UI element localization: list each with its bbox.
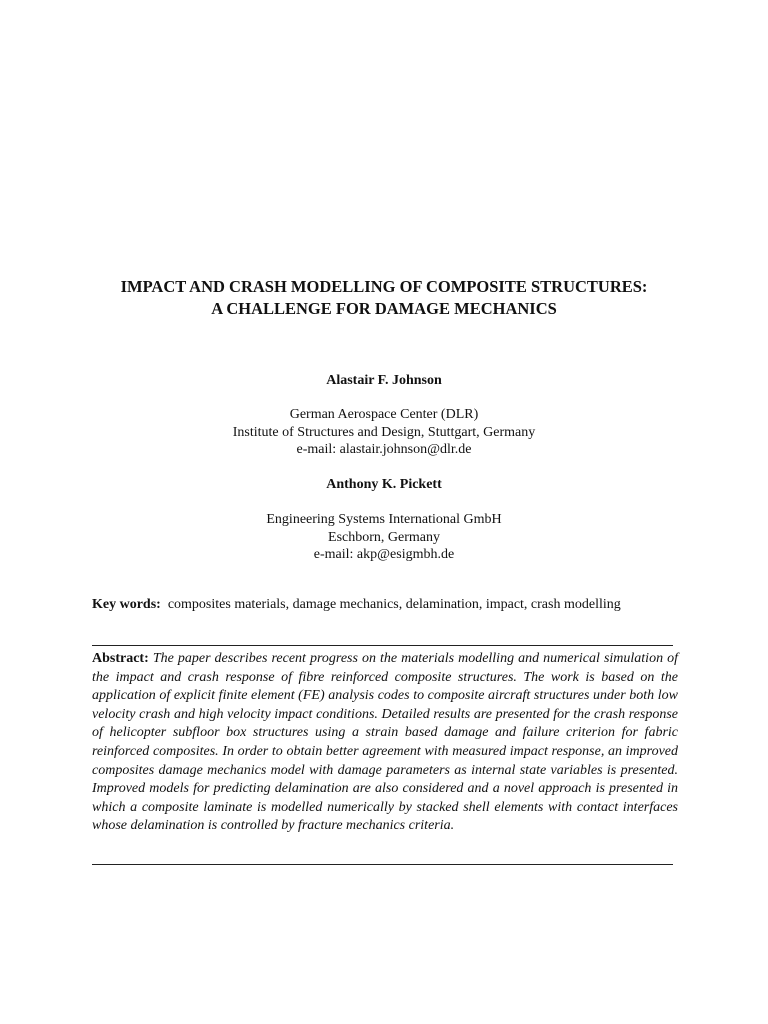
- author-name-2: Anthony K. Pickett: [326, 477, 442, 492]
- abstract-top-rule: [92, 645, 673, 646]
- author-email-2: e-mail: akp@esigmbh.de: [313, 547, 455, 562]
- affiliation-1-line-1: German Aerospace Center (DLR): [289, 407, 479, 422]
- author-email-1: e-mail: alastair.johnson@dlr.de: [296, 442, 472, 457]
- abstract-label: Abstract:: [92, 651, 149, 666]
- affiliation-2-line-1: Engineering Systems International GmbH: [266, 512, 502, 527]
- paper-title: [60, 276, 708, 320]
- affiliation-2-line-2: Eschborn, Germany: [328, 529, 440, 545]
- abstract: [92, 650, 678, 836]
- author-affiliation-1: [60, 406, 708, 459]
- author-name-1: Alastair F. Johnson: [326, 373, 442, 388]
- author-affiliation-2: [60, 511, 708, 564]
- keywords: [92, 596, 692, 614]
- keywords-text: composites materials, damage mechanics, delamination, impact, crash modelling: [167, 597, 621, 612]
- affiliation-1-line-2: Institute of Structures and Design, Stuttgart, Germany: [232, 424, 536, 440]
- title-line-1: IMPACT AND CRASH MODELLING OF COMPOSITE STRUCTURES:: [120, 277, 648, 296]
- abstract-bottom-rule: [92, 864, 673, 865]
- abstract-text: The paper describes recent progress on the materials modelling and numerical simulation of the impact and crash response of fibre reinforced composite structures. The work is based on the application of explicit finite element (FE) analysis codes to composite aircraft structures under both low velocity crash and high velocity impact conditions. Detailed results are presented for the crash response of helicopter subfloor box structures using a strain based damage and failure criterion for fabric reinforced composites. In order to obtain better agreement with measured impact response, an improved composites damage mechanics model with damage parameters as internal state variables is presented. Improved models for predicting delamination are also considered and a novel approach is presented in which a composite laminate is modelled numerically by stacked shell elements with contact interfaces whose delamination is controlled by fracture mechanics criteria.: [92, 651, 678, 834]
- title-line-2: A CHALLENGE FOR DAMAGE MECHANICS: [211, 299, 557, 318]
- keywords-label: Key words:: [92, 597, 161, 612]
